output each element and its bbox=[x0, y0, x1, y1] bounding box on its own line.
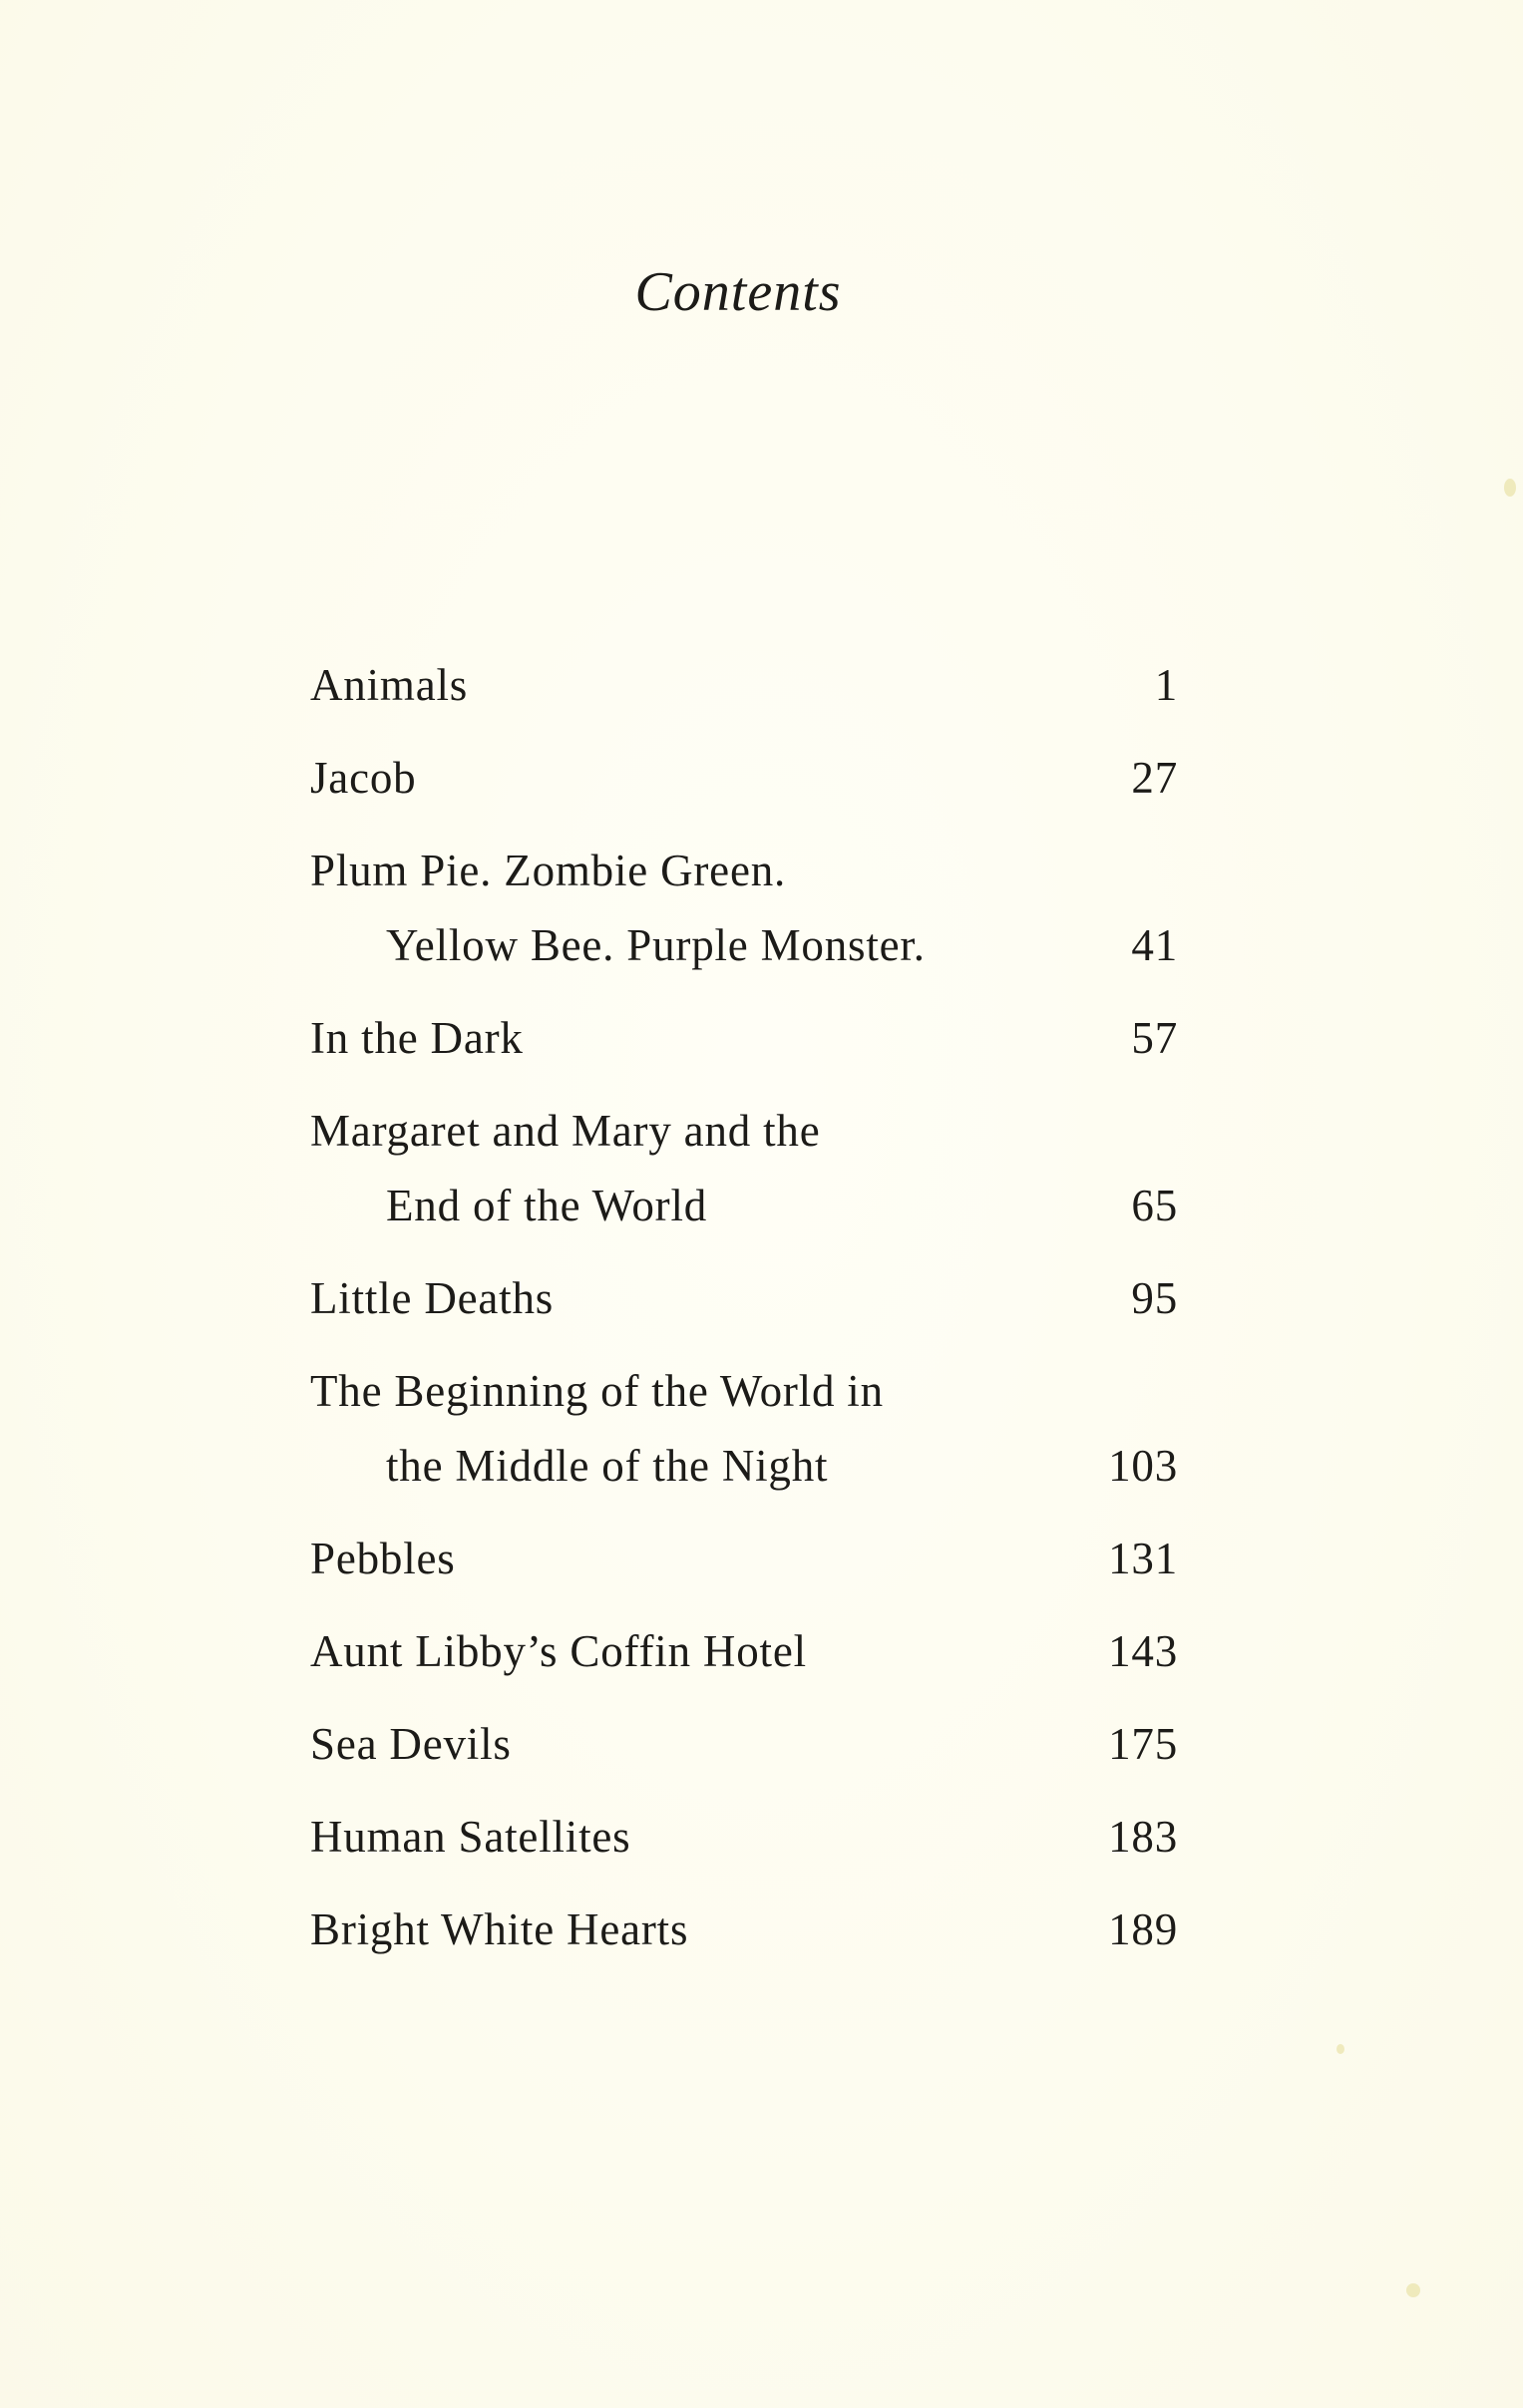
toc-entry-title: Human Satellites bbox=[310, 1812, 631, 1862]
toc-entry-title: Pebbles bbox=[310, 1534, 456, 1583]
toc-entry-title: Little Deaths bbox=[310, 1273, 555, 1323]
toc-entry-title-continued: the Middle of the Night bbox=[386, 1441, 829, 1491]
toc-page-number: 65 bbox=[1131, 1181, 1178, 1230]
toc-entry-title-continued: Yellow Bee. Purple Monster. bbox=[386, 920, 926, 970]
toc-entry-title: Aunt Libby’s Coffin Hotel bbox=[310, 1626, 807, 1676]
toc-entry bbox=[310, 1800, 1178, 1875]
toc-entry bbox=[310, 1614, 1178, 1689]
toc-page-number: 27 bbox=[1131, 753, 1178, 803]
toc-entry-title-continued: End of the World bbox=[386, 1181, 708, 1230]
toc-entry bbox=[310, 648, 1178, 723]
toc-entry-title: Jacob bbox=[310, 753, 417, 803]
toc-entry-title: In the Dark bbox=[310, 1013, 524, 1063]
toc-entry bbox=[310, 1522, 1178, 1596]
toc-entry bbox=[310, 1892, 1178, 1967]
paper-speck bbox=[1406, 2283, 1420, 2297]
toc-entry-title: Margaret and Mary and the bbox=[310, 1106, 821, 1156]
toc-entry-title: Animals bbox=[310, 660, 469, 710]
toc-page-number: 1 bbox=[1154, 660, 1178, 710]
toc-entry bbox=[310, 1261, 1178, 1336]
toc-entry-title: Bright White Hearts bbox=[310, 1904, 689, 1954]
toc-page-number: 143 bbox=[1108, 1626, 1178, 1676]
toc-page-number: 103 bbox=[1108, 1441, 1178, 1491]
toc-entry bbox=[310, 1354, 1178, 1504]
toc-page-number: 131 bbox=[1108, 1534, 1178, 1583]
toc-entry bbox=[310, 1001, 1178, 1076]
paper-speck bbox=[1336, 2044, 1344, 2054]
table-of-contents bbox=[310, 648, 1178, 1985]
toc-entry bbox=[310, 1094, 1178, 1243]
paper-speck bbox=[1504, 479, 1516, 497]
toc-page-number: 95 bbox=[1131, 1273, 1178, 1323]
toc-page-number: 57 bbox=[1131, 1013, 1178, 1063]
toc-page-number: 183 bbox=[1108, 1812, 1178, 1862]
toc-entry-title: Plum Pie. Zombie Green. bbox=[310, 846, 787, 895]
toc-page-number: 189 bbox=[1108, 1904, 1178, 1954]
toc-entry-title: The Beginning of the World in bbox=[310, 1366, 884, 1416]
toc-entry-title: Sea Devils bbox=[310, 1719, 512, 1769]
toc-entry bbox=[310, 741, 1178, 816]
contents-title: Contents bbox=[634, 261, 842, 323]
toc-page-number: 175 bbox=[1108, 1719, 1178, 1769]
toc-entry bbox=[310, 834, 1178, 983]
toc-page-number: 41 bbox=[1131, 920, 1178, 970]
toc-entry bbox=[310, 1707, 1178, 1782]
